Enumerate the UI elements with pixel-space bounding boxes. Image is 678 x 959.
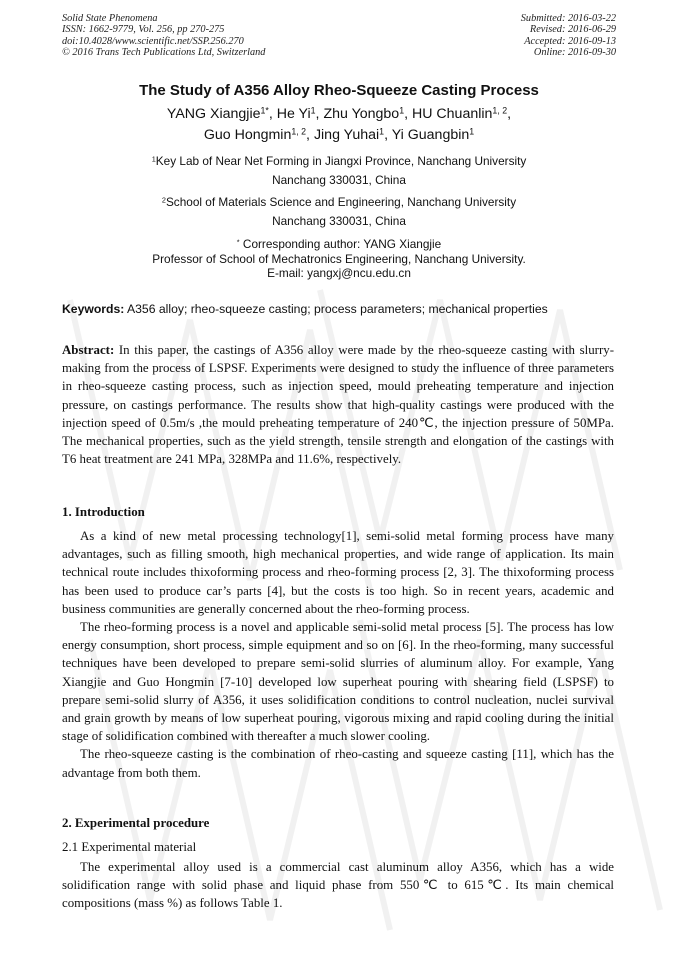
keywords [62,302,548,316]
paragraph: The rheo-squeeze casting is the combination of rheo-casting and squeeze casting [11], which has the advantage from both them. [62,747,614,780]
author-line-1 [0,106,678,122]
author-name: Zhu Yongbo [323,106,400,122]
keywords-label: Keywords: [62,302,125,316]
author-name: Yi Guangbin [391,127,470,143]
author-line-2 [0,127,678,143]
date-accepted: Accepted: 2016-09-13 [524,35,616,47]
author-name: HU Chuanlin [411,106,493,122]
journal-issn: ISSN: 1662-9779, Vol. 256, pp 270-275 [62,24,225,36]
section-heading-experimental: 2. Experimental procedure [62,816,210,830]
author-affiliation-mark: 1 [469,126,475,137]
affiliation-1-address: Nanchang 330031, China [272,173,406,187]
journal-info [62,13,265,58]
abstract-text: In this paper, the castings of A356 alloy were made by the rheo-squeeze casting with slurry-making from the process of LSPSF. Experiments were designed to study the influence of three parameters in rheo-squeeze casting process, such as injection speed, mould preheating temperature and injection pressure, on castings performance. The results show that high-quality castings were produced with the injection speed of 0.5m/s ,the mould preheating temperature of 240℃, the injection pressure of 50MPa. The mechanical properties, such as the yield strength, tensile strength and elongation of the castings with T6 heat treatment are 241 MPa, 328MPa and 11.6%, respectively. [62,343,614,467]
publication-dates [521,13,616,58]
paragraph: As a kind of new metal processing technology[1], semi-solid metal forming process have many advantages, such as filling smooth, high mechanical properties, and wide range of application. Its main technical route includes thixoforming process and rheo-forming process [2, 3]. The thixoforming process has been used to produce car’s parts [4], but the costs is too high. So in recent years, academic and business communities are generally concerned about the rheo-forming process. [62,529,614,616]
author-name: Jing Yuhai [313,127,380,143]
affiliation-number: 1 [151,154,156,164]
subsection-heading-material: 2.1 Experimental material [62,840,197,854]
author-affiliation-mark: 1 [310,105,316,116]
affiliation-number: 2 [161,195,166,205]
author-affiliation-mark: 1, 2 [291,126,307,137]
introduction-body [62,527,614,782]
affiliation-2-address: Nanchang 330031, China [272,214,406,228]
corresponding-author [0,237,678,251]
author-affiliation-mark: 1 [399,105,405,116]
abstract-label: Abstract: [62,343,115,357]
corresponding-marker: * [236,237,240,247]
corresponding-author-name: Corresponding author: YANG Xiangjie [239,237,442,251]
paragraph: The rheo-forming process is a novel and applicable semi-solid metal process [5]. The process has low energy consumption, short process, simple equipment and so on [6]. In the rheo-forming, many successful techniques have been developed to prepare semi-solid slurries of aluminum alloy. For example, Yang Xiangjie and Guo Hongmin [7-10] developed low superheat pouring with shearing field (LSPSF) to prepare semi-solid slurry of A356, it uses solidification conditions to control nucleation, nuclei survival and grain growth by means of low superheat pouring, vigorous mixing and rapid cooling during the initial stage of solidification combined with thereafter a much slower cooling. [62,620,614,744]
affiliation-name: Key Lab of Near Net Forming in Jiangxi Province, Nanchang University [155,154,527,168]
keywords-text: A356 alloy; rheo-squeeze casting; process parameters; mechanical properties [124,302,548,316]
journal-doi: doi:10.4028/www.scientific.net/SSP.256.270 [62,35,244,47]
date-submitted: Submitted: 2016-03-22 [520,13,616,24]
corresponding-author-position: Professor of School of Mechatronics Engineering, Nanchang University. [152,252,526,266]
author-name: Guo Hongmin [203,127,292,143]
author-affiliation-mark: 1, 2 [492,105,508,116]
corresponding-author-email[interactable]: E-mail: yangxj@ncu.edu.cn [267,266,411,280]
affiliation-1 [0,154,678,168]
author-name: He Yi [276,106,311,122]
affiliation-2 [0,195,678,209]
author-name: YANG Xiangjie [166,106,261,122]
paragraph: The experimental alloy used is a commercial cast aluminum alloy A356, which has a wide solidification range with solid phase and liquid phase from 550℃ to 615℃. Its main chemical compositions (mass %) as follows Table 1. [62,860,614,911]
experimental-body [62,858,614,913]
author-separator: , [384,127,392,143]
author-separator: , [315,106,324,122]
author-separator: , [306,127,314,143]
author-separator: , [404,106,412,122]
abstract [62,341,614,468]
journal-name: Solid State Phenomena [62,13,158,24]
author-affiliation-mark: 1* [260,105,269,116]
author-separator: , [268,106,277,122]
paper-title: The Study of A356 Alloy Rheo-Squeeze Casting Process [139,82,539,99]
date-revised: Revised: 2016-06-29 [529,24,616,36]
author-separator: , [507,106,512,122]
journal-copyright: © 2016 Trans Tech Publications Ltd, Switzerland [62,46,266,58]
affiliation-name: School of Materials Science and Engineering, Nanchang University [165,195,517,209]
date-online: Online: 2016-09-30 [533,46,616,58]
author-affiliation-mark: 1 [379,126,385,137]
section-heading-introduction: 1. Introduction [62,505,145,519]
